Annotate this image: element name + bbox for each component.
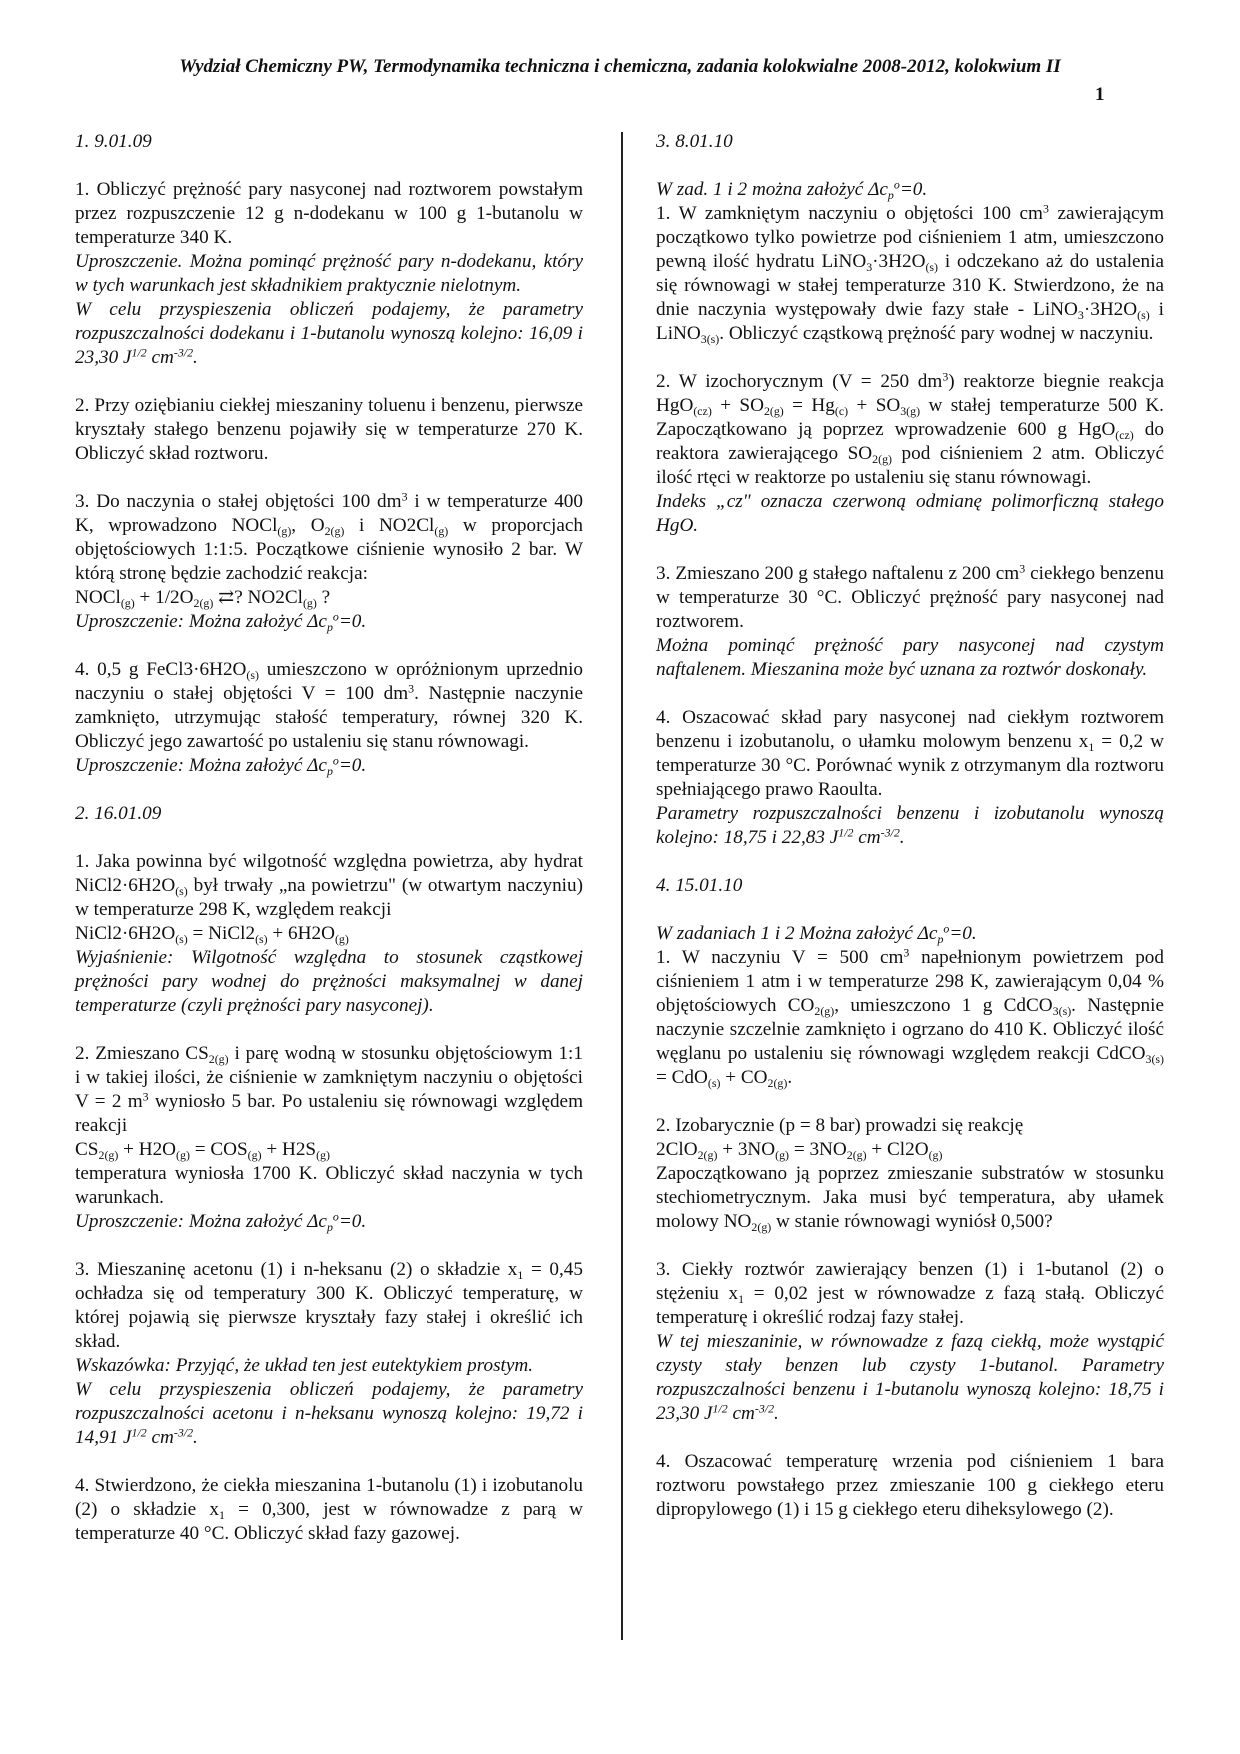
problem-text: 2. Przy oziębianiu ciekłej mieszaniny toluenu i benzenu, pierwsze kryształy stałego benzenu pojawiły się w temperaturze 270 K. Obliczyć skład roztworu. [75, 395, 583, 464]
problem [656, 922, 1164, 1090]
problem-note: W celu przyspieszenia obliczeń podajemy, że parametry rozpuszczalności acetonu i n-heksanu wynoszą kolejno: 19,72 i 14,91 $J^{1/2}$ $cm^{-3/2}$. [75, 1379, 583, 1448]
problem-note: Indeks „cz" oznacza czerwoną odmianę polimorficzną stałego HgO. [656, 491, 1164, 536]
problem [75, 850, 583, 1018]
page-number: 1 [1095, 84, 1105, 105]
section-heading: 2. 16.01.09 [75, 803, 162, 824]
problem-text: 3. Do naczynia o stałej objętości 100 $dm^3$ i w temperaturze 400 K, wprowadzono NOCl$_{(g)}$, $O_{2(g)}$ i $NO2Cl_{(g)}$ w proporcjach objętościowych 1:1:5. Początkowe ciśnienie wynosiło 2 bar. W którą stronę będzie zachodzić reakcja: [75, 489, 583, 584]
right-column [656, 130, 1164, 1546]
problem-text: 4. 0,5 g $FeCl3\cdot 6H2O_{(s)}$ umieszczono w opróżnionym uprzednio naczyniu o stałej objętości V = 100 $dm^3$. Następnie naczynie zamknięto, utrzymując stałość temperatury, równej 320 K. Obliczyć jego zawartość po ustaleniu się stanu równowagi. [75, 659, 583, 752]
problem [656, 1114, 1164, 1234]
problem-note: Wskazówka: Przyjąć, że układ ten jest eutektykiem prostym. [75, 1355, 534, 1376]
problem-note: Uproszczenie: Można założyć $\Delta c_p^o=0$. [75, 1209, 367, 1235]
problem-note: Wyjaśnienie: Wilgotność względna to stosunek cząstkowej prężności pary wodnej do prężności maksymalnej w danej temperaturze (czyli prężności pary nasyconej). [75, 947, 583, 1016]
problem [75, 1474, 583, 1546]
problem-note: W tej mieszaninie, w równowadze z fazą ciekłą, może wystąpić czysty stały benzen lub czysty 1-butanol. Parametry rozpuszczalności benzenu i 1-butanolu wynoszą kolejno: 18,75 i 23,30 $J^{1/2}$ $cm^{-3/2}$. [656, 1331, 1164, 1424]
problem-text: 1. Obliczyć prężność pary nasyconej nad roztworem powstałym przez rozpuszczenie 12 g n-dodekanu w 100 g 1-butanolu w temperaturze 340 K. [75, 179, 583, 248]
problem [75, 1258, 583, 1450]
problem-text: 2. W izochorycznym (V = 250 $dm^3$) reaktorze biegnie reakcja $HgO_{(cz)} + SO_{2(g)} = Hg_{(c)} + SO_{3(g)}$ w stałej temperaturze 500 K. Zapoczątkowano ją poprzez wprowadzenie 600 g HgO$_{(cz)}$ do reaktora zawierającego $SO_{2(g)}$ pod ciśnieniem 2 atm. Obliczyć ilość rtęci w reaktorze po ustaleniu się stanu równowagi. [656, 369, 1164, 488]
problem [75, 658, 583, 778]
problem-note: Uproszczenie: Można założyć $\Delta c_p^o=0$. [75, 753, 367, 779]
reaction-equation: NOCl$_{(g)}$ + $1/2O_{2(g)}$ ⇄? $NO2Cl_{(g)}$ ? [75, 587, 331, 611]
problem [656, 370, 1164, 538]
problem [656, 1450, 1164, 1522]
column-divider [621, 132, 623, 1640]
problem-text: 4. Oszacować temperaturę wrzenia pod ciśnieniem 1 bara roztworu powstałego przez zmieszanie 100 g ciekłego eteru dipropylowego (1) i 15 g ciekłego eteru diheksylowego (2). [656, 1451, 1164, 1520]
problem-text: 2. Izobarycznie (p = 8 bar) prowadzi się reakcję [656, 1115, 1024, 1136]
problem-text: temperatura wyniosła 1700 K. Obliczyć skład naczynia w tych warunkach. [75, 1163, 583, 1208]
problem-note: Uproszczenie. Można pominąć prężność pary n-dodekanu, który w tych warunkach jest składnikiem praktycznie nielotnym. [75, 251, 583, 296]
problem [656, 706, 1164, 850]
reaction-equation: $2ClO_{2(g)} + 3NO_{(g)} = 3NO_{2(g)} + Cl2O_{(g)}$ [656, 1139, 943, 1163]
reaction-equation: $NiCl2\cdot 6H2O_{(s)}$ = $NiCl2_{(s)} + 6H2O_{(g)}$ [75, 923, 349, 947]
problem-text: 4. Oszacować skład pary nasyconej nad ciekłym roztworem benzenu i izobutanolu, o ułamku molowym benzenu $x_1 = 0,2$ w temperaturze 30 °C. Porównać wynik z otrzymanym dla roztworu spełniającego prawo Raoulta. [656, 707, 1165, 800]
problem-text: 3. Zmieszano 200 g stałego naftalenu z 200 $cm^3$ ciekłego benzenu w temperaturze 30 °C. Obliczyć prężność pary nasyconej nad roztworem. [656, 561, 1164, 632]
problem-text: 1. Jaka powinna być wilgotność względna powietrza, aby hydrat $NiCl2\cdot 6H2O_{(s)}$ był trwały „na powietrzu" (w otwartym naczyniu) w temperaturze 298 K, względem reakcji [75, 851, 583, 920]
problem [75, 394, 583, 466]
problem-text: 4. Stwierdzono, że ciekła mieszanina 1-butanolu (1) i izobutanolu (2) o składzie $x_1 = 0,300$, jest w równowadze z parą w temperaturze 40 °C. Obliczyć skład fazy gazowej. [75, 1475, 583, 1544]
section-intro-note: W zadaniach 1 i 2 Można założyć $\Delta c_p^o=0$. [656, 921, 977, 947]
problem-note: Uproszczenie: Można założyć $\Delta c_p^o=0$. [75, 609, 367, 635]
problem-text: 3. Ciekły roztwór zawierający benzen (1) i 1-butanol (2) o stężeniu $x_1 = 0,02$ jest w równowadze z fazą stałą. Obliczyć temperaturę i określić rodzaj fazy stałej. [656, 1259, 1164, 1328]
section-heading: 4. 15.01.10 [656, 875, 743, 896]
problem-note: Można pominąć prężność pary nasyconej nad czystym naftalenem. Mieszanina może być uznana za roztwór doskonały. [656, 635, 1164, 680]
problem-text: 2. Zmieszano $CS_{2(g)}$ i parę wodną w stosunku objętościowym 1:1 i w takiej ilości, że ciśnienie w zamkniętym naczyniu o objętości V = 2 $m^3$ wyniosło 5 bar. Po ustaleniu się równowagi względem reakcji [75, 1043, 584, 1136]
problem [75, 178, 583, 370]
problem-text: Zapoczątkowano ją poprzez zmieszanie substratów w stosunku stechiometrycznym. Jaka musi być temperatura, aby ułamek molowy $NO_{2(g)}$ w stanie równowagi wyniósł 0,500? [656, 1163, 1164, 1235]
problem-note: W celu przyspieszenia obliczeń podajemy, że parametry rozpuszczalności dodekanu i 1-butanolu wynoszą kolejno: 16,09 i 23,30 $J^{1/2}$ $cm^{-3/2}$. [75, 299, 583, 368]
section-heading: 3. 8.01.10 [656, 131, 733, 152]
problem [75, 490, 583, 634]
problem [656, 178, 1164, 346]
problem-text: 3. Mieszaninę acetonu (1) i n-heksanu (2) o składzie $x_1 = 0,45$ ochładza się od temperatury 300 K. Obliczyć temperaturę, w której pojawią się pierwsze kryształy fazy stałej i określić ich skład. [75, 1259, 583, 1352]
reaction-equation: $CS_{2(g)} + H2O_{(g)} = COS_{(g)} + H2S_{(g)}$ [75, 1139, 330, 1163]
page-header: Wydział Chemiczny PW, Termodynamika techniczna i chemiczna, zadania kolokwialne 2008-2012, kolokwium II [179, 56, 1061, 77]
problem [75, 1042, 583, 1234]
section-heading: 1. 9.01.09 [75, 131, 152, 152]
problem-note: Parametry rozpuszczalności benzenu i izobutanolu wynoszą kolejno: 18,75 i 22,83 $J^{1/2}$ $cm^{-3/2}$. [656, 803, 1164, 848]
problem [656, 562, 1164, 682]
problem-text: 1. W zamkniętym naczyniu o objętości 100 $cm^3$ zawierającym początkowo tylko powietrze pod ciśnieniem 1 atm, umieszczono pewną ilość hydratu $LiNO_3\cdot 3H2O_{(s)}$ i odczekano aż do ustalenia się równowagi w stałej temperaturze 310 K. Stwierdzono, że na dnie naczynia występowały dwie fazy stałe - $LiNO_3\cdot 3H2O_{(s)}$ i LiNO$_{3(s)}$. Obliczyć cząstkową prężność pary wodnej w naczyniu. [656, 201, 1164, 347]
left-column [75, 130, 583, 1570]
section-intro-note: W zad. 1 i 2 można założyć $\Delta c_p^o=0$. [656, 177, 928, 203]
problem [656, 1258, 1164, 1426]
problem-text: 1. W naczyniu V = 500 $cm^3$ napełnionym powietrzem pod ciśnieniem 1 atm i w temperaturze 298 K, zawierającym 0,04 % objętościowych $CO_{2(g)}$, umieszczono 1 g CdCO$_{3(s)}$. Następnie naczynie szczelnie zamknięto i ogrzano do 410 K. Obliczyć ilość węglanu po ustaleniu się równowagi względem reakcji CdCO$_{3(s)}$ = $CdO_{(s)} + CO_{2(g)}$. [656, 945, 1164, 1091]
